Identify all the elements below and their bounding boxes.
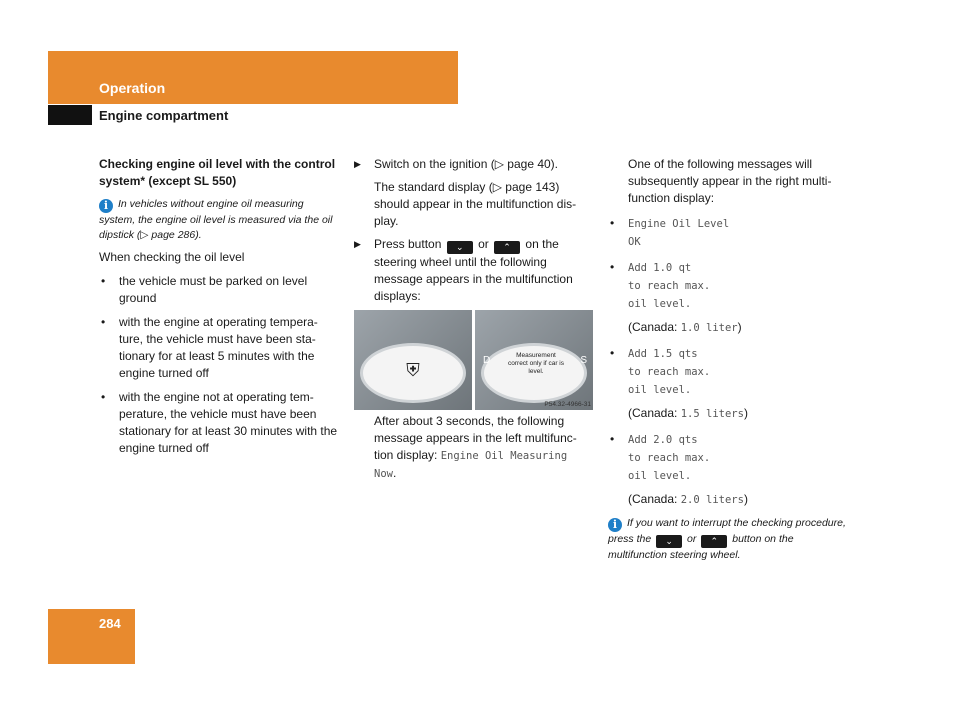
display-letter-d: D bbox=[483, 355, 491, 366]
intro-text: One of the following messages will subsequently appear in the right multi-function display: bbox=[628, 157, 832, 205]
step-note: The standard display (▷ page 143) should appear in the multifunction dis-play. bbox=[374, 180, 577, 228]
info-note: i In vehicles without engine oil measuring system, the engine oil level is measured via the oil dipstick (▷ page 286). bbox=[99, 198, 333, 241]
info-icon: i bbox=[99, 199, 113, 213]
header-bar bbox=[48, 51, 458, 104]
oil-can-icon: ⛨ bbox=[406, 360, 420, 380]
list-item: • Engine Oil Level OK bbox=[608, 215, 853, 251]
after-text: After about 3 seconds, the following message appears in the left multifunc-tion display: Engine Oil Measuring Now. bbox=[374, 414, 577, 480]
conditions-list bbox=[99, 273, 339, 457]
left-multifunction-display bbox=[354, 310, 472, 410]
section-title: Operation bbox=[99, 80, 166, 96]
column-1 bbox=[99, 156, 339, 457]
display-illustration bbox=[354, 310, 593, 410]
heading: Checking engine oil level with the control system* (except SL 550) bbox=[99, 157, 336, 188]
image-code: P54.32-4966-31 bbox=[544, 401, 591, 408]
down-button-icon: ⌄ bbox=[447, 241, 473, 254]
list-item: • the vehicle must be parked on level ground bbox=[99, 273, 339, 307]
up-button-icon: ⌃ bbox=[494, 241, 520, 254]
right-multifunction-display bbox=[475, 310, 593, 410]
step-ignition: ▶ Switch on the ignition (▷ page 40). bbox=[354, 157, 559, 171]
subsection-title: Engine compartment bbox=[99, 108, 229, 123]
info-icon: i bbox=[608, 518, 622, 532]
list-item: • with the engine not at operating tem-perature, the vehicle must have been stationary for at least 30 minutes with the engine turned off bbox=[99, 389, 339, 457]
column-2-lower bbox=[354, 413, 594, 483]
step-arrow-icon: ▶ bbox=[354, 159, 361, 169]
column-3 bbox=[608, 156, 853, 563]
step-press-button: ▶ Press button ⌄ or ⌃ on the steering wheel until the following message appears in the multifunction displays: bbox=[354, 237, 573, 303]
step-arrow-icon: ▶ bbox=[354, 239, 361, 249]
down-button-icon: ⌄ bbox=[656, 535, 682, 548]
up-button-icon: ⌃ bbox=[701, 535, 727, 548]
intro-text: When checking the oil level bbox=[99, 250, 245, 264]
list-item: • Add 2.0 qts to reach max. oil level. (Canada: 2.0 liters) bbox=[608, 431, 853, 509]
messages-list bbox=[608, 215, 853, 509]
list-item: • Add 1.5 qts to reach max. oil level. (Canada: 1.5 liters) bbox=[608, 345, 853, 423]
display-message: Measurement correct only if car is level. bbox=[508, 352, 564, 375]
info-note: i If you want to interrupt the checking procedure, press the ⌄ or ⌃ button on the multifunction steering wheel. bbox=[608, 517, 846, 561]
page-number: 284 bbox=[99, 616, 121, 631]
list-item: • Add 1.0 qt to reach max. oil level. (Canada: 1.0 liter) bbox=[608, 259, 853, 337]
column-2 bbox=[354, 156, 594, 305]
section-marker bbox=[48, 105, 92, 125]
list-item: • with the engine at operating tempera-ture, the vehicle must have been sta-tionary for at least 5 minutes with the engine turned off bbox=[99, 314, 339, 382]
display-letter-s: S bbox=[580, 355, 587, 366]
page-number-box bbox=[48, 609, 135, 664]
